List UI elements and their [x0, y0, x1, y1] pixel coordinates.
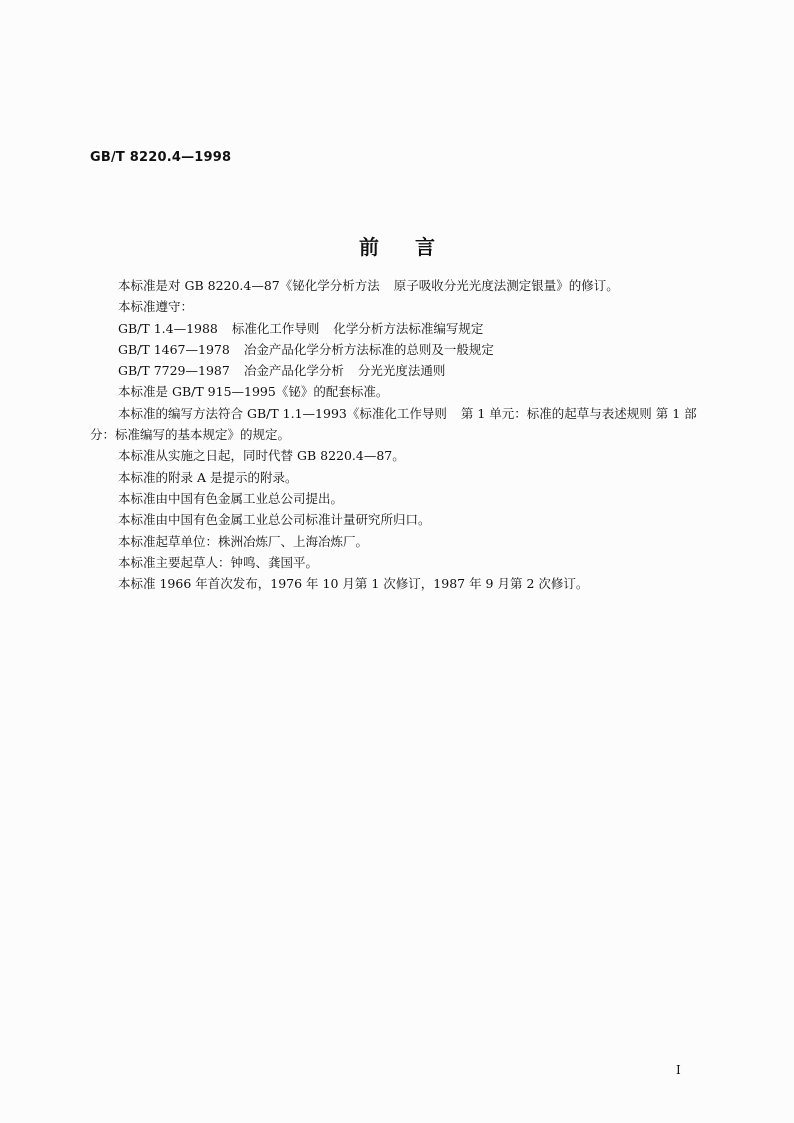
paragraph-proposer: 本标准由中国有色金属工业总公司提出。	[118, 490, 344, 506]
paragraph-appendix-note: 本标准的附录 A 是提示的附录。	[118, 469, 298, 485]
paragraph-companion-standard: 本标准是 GB/T 915—1995《铋》的配套标准。	[118, 384, 389, 400]
paragraph-compliance-intro: 本标准遵守：	[118, 299, 194, 315]
paragraph-drafters: 本标准主要起草人：钟鸣、龚国平。	[118, 554, 319, 570]
paragraph-reference-gbt1-4: GB/T 1.4—1988 标准化工作导则 化学分析方法标准编写规定	[118, 320, 484, 336]
page-number: I	[676, 1063, 681, 1077]
paragraph-drafting-method: 本标准的编写方法符合 GB/T 1.1—1993《标准化工作导则 第 1 单元：标准的起草与表述规则 第 1 部分：标准编写的基本规定》的规定。	[90, 405, 697, 443]
foreword-body	[90, 275, 705, 594]
paragraph-administrator: 本标准由中国有色金属工业总公司标准计量研究所归口。	[118, 512, 431, 528]
paragraph-supersedes: 本标准从实施之日起，同时代替 GB 8220.4—87。	[118, 448, 405, 464]
paragraph-history: 本标准 1966 年首次发布，1976 年 10 月第 1 次修订，1987 年 9 月第 2 次修订。	[118, 576, 589, 592]
paragraph-reference-gbt7729: GB/T 7729—1987 冶金产品化学分析 分光光度法通则	[118, 363, 446, 379]
page-title: 前言	[359, 235, 471, 259]
standard-code-header: GB/T 8220.4—1998	[90, 150, 232, 165]
paragraph-reference-gbt1467: GB/T 1467—1978 冶金产品化学分析方法标准的总则及一般规定	[118, 341, 494, 357]
paragraph-drafting-units: 本标准起草单位：株洲冶炼厂、上海冶炼厂。	[118, 533, 369, 549]
paragraph-revision-note: 本标准是对 GB 8220.4—87《铋化学分析方法 原子吸收分光光度法测定银量》的修订。	[118, 278, 619, 293]
